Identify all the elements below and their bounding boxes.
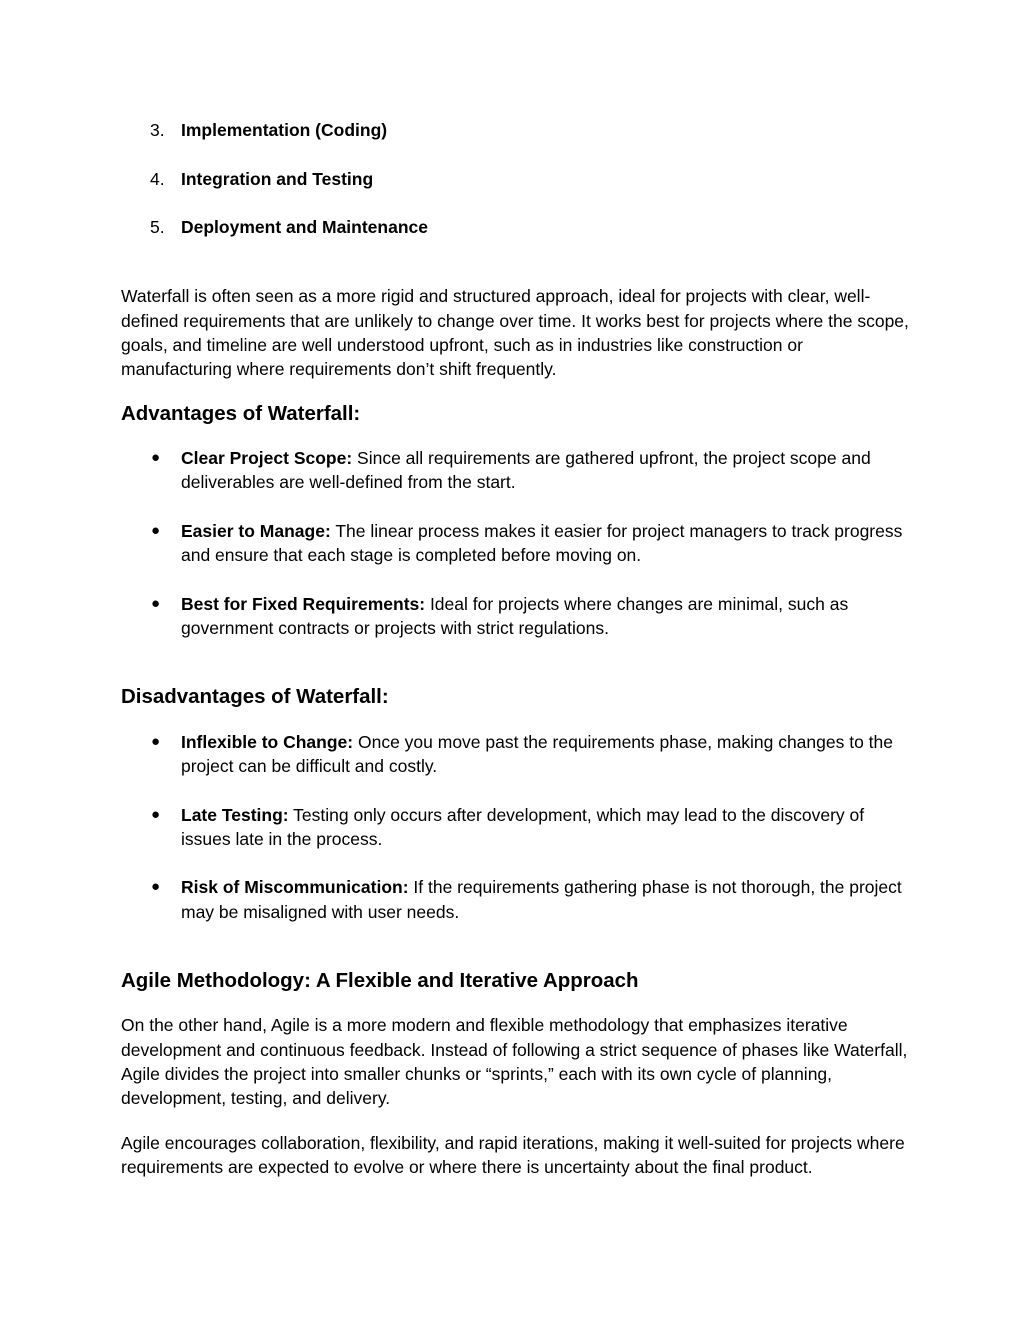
disadvantages-list-item	[121, 803, 911, 852]
spacer	[121, 426, 911, 446]
item-term: Inflexible to Change:	[181, 731, 354, 752]
list-number: 4.	[150, 168, 165, 189]
advantages-list-item	[121, 446, 911, 495]
agile-paragraph: Agile encourages collaboration, flexibility, and rapid iterations, making it well-suited for projects where requirements are expected to evolve or where there is uncertainty about the final product.	[121, 1132, 905, 1177]
advantages-list	[121, 446, 911, 640]
spacer	[121, 710, 911, 730]
spacer	[121, 640, 911, 685]
item-term: Risk of Miscommunication:	[181, 877, 409, 898]
list-number: 3.	[150, 120, 165, 140]
intro-paragraph: Waterfall is often seen as a more rigid and structured approach, ideal for projects with clear, well-defined requirements that are unlikely to change over time. It works best for projects where the scope, goals, and timeline are well understood upfront, such as in industries like construction or manufacturing where requirements don’t shift frequently.	[121, 286, 909, 380]
document-content	[121, 118, 911, 1179]
item-term: Best for Fixed Requirements:	[181, 593, 426, 614]
bullet-icon: ●	[151, 521, 161, 539]
item-text: If the requirements gathering phase is not thorough, the project may be misaligned with user needs.	[181, 877, 902, 922]
item-text: The linear process makes it easier for project managers to track progress and ensure that each stage is completed before moving on.	[181, 520, 903, 566]
item-text: Testing only occurs after development, which may lead to the discovery of issues late in the process.	[181, 804, 865, 849]
spacer	[121, 239, 911, 284]
bullet-icon: ●	[151, 878, 161, 896]
bullet-icon: ●	[151, 594, 161, 612]
numbered-list-item	[121, 215, 911, 239]
spacer	[121, 382, 911, 402]
spacer	[121, 1111, 911, 1131]
bullet-icon: ●	[151, 732, 161, 750]
disadvantages-list-item	[121, 875, 911, 924]
advantages-list-item	[121, 592, 911, 641]
item-text: Ideal for projects where changes are minimal, such as government contracts or projects with strict regulations.	[181, 593, 849, 639]
advantages-heading: Advantages of Waterfall:	[121, 401, 361, 425]
item-term: Late Testing:	[181, 804, 289, 825]
numbered-list	[121, 118, 911, 239]
agile-paragraph: On the other hand, Agile is a more modern and flexible methodology that emphasizes iterative development and continuous feedback. Instead of following a strict sequence of phases like Waterfall, Agile divides the project into smaller chunks or “sprints,” each with its own cycle of planning, development, testing, and delivery.	[121, 1015, 908, 1109]
agile-heading: Agile Methodology: A Flexible and Iterative Approach	[121, 969, 639, 993]
item-text: Once you move past the requirements phase, making changes to the project can be difficult and costly.	[181, 731, 894, 776]
advantages-list-item	[121, 519, 911, 568]
item-term: Clear Project Scope:	[181, 447, 353, 468]
list-item-text: Deployment and Maintenance	[181, 217, 428, 238]
disadvantages-heading: Disadvantages of Waterfall:	[121, 685, 389, 709]
numbered-list-item	[121, 167, 911, 191]
disadvantages-list	[121, 730, 911, 924]
list-item-text: Implementation (Coding)	[181, 120, 388, 140]
spacer	[121, 993, 911, 1013]
item-text: Since all requirements are gathered upfront, the project scope and deliverables are well-defined from the start.	[181, 447, 871, 493]
spacer	[121, 924, 911, 969]
list-item-text: Integration and Testing	[181, 168, 374, 189]
numbered-list-item	[121, 118, 911, 142]
bullet-icon: ●	[151, 448, 161, 466]
disadvantages-list-item	[121, 730, 911, 779]
item-term: Easier to Manage:	[181, 520, 331, 541]
list-number: 5.	[150, 217, 165, 238]
bullet-icon: ●	[151, 805, 161, 823]
